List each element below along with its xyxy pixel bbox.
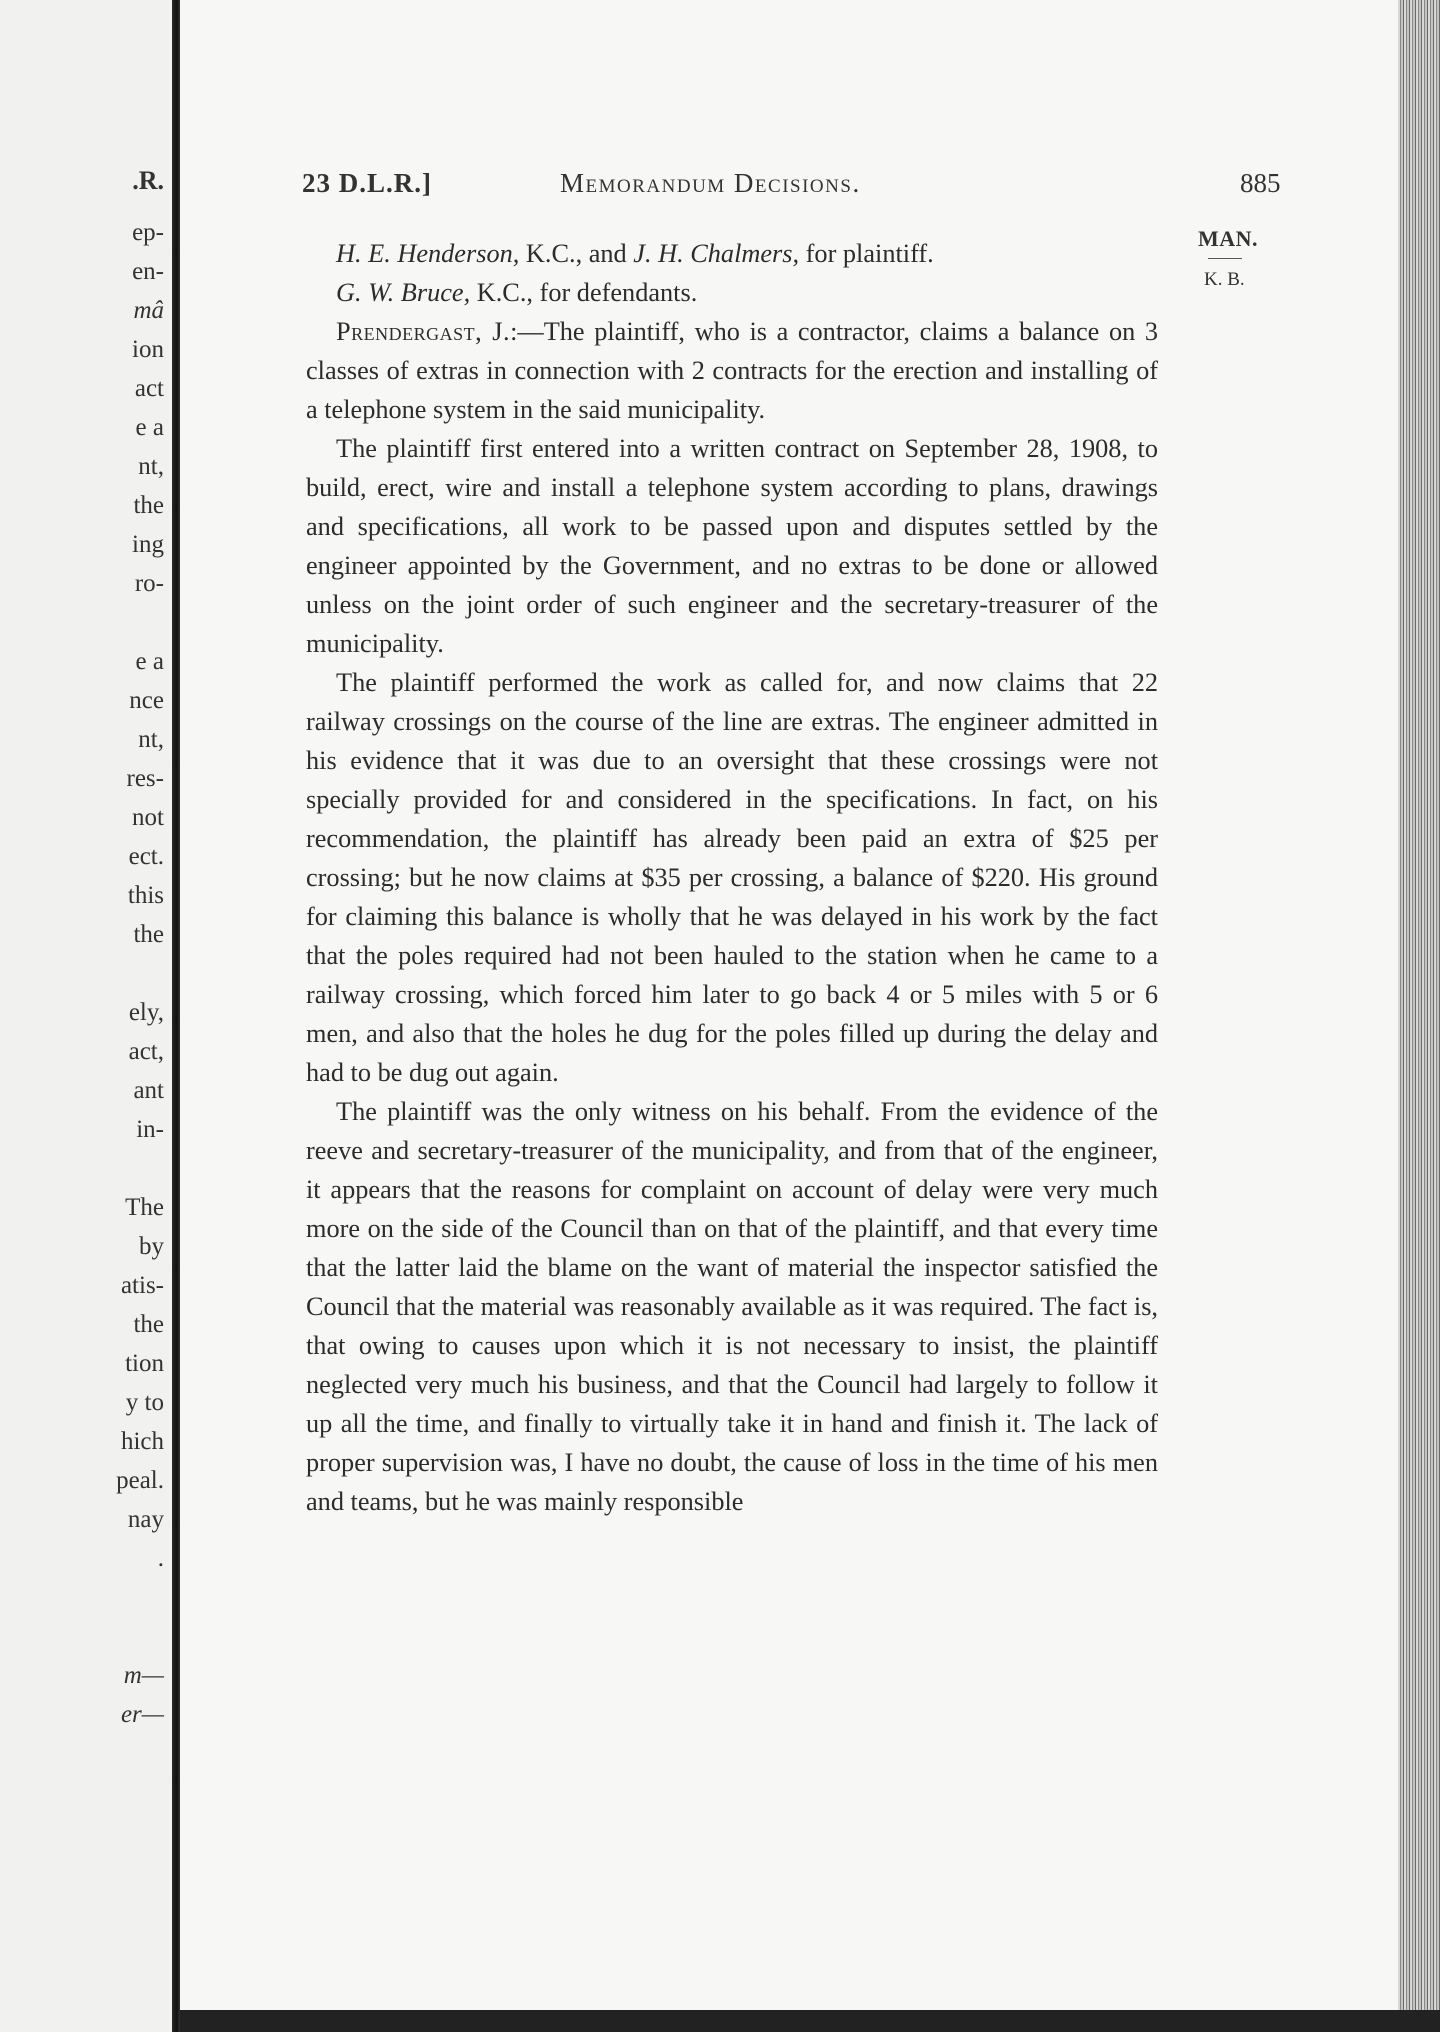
margin-note: [1198, 226, 1298, 291]
left-fragment-line: act: [134, 375, 164, 402]
left-fragment-line: e a: [135, 414, 164, 441]
judgment-body: [306, 234, 1158, 1521]
left-fragment-line: res-: [126, 765, 164, 792]
counsel-defendants: [306, 273, 1158, 312]
left-fragment-line: ely,: [128, 999, 164, 1026]
counsel-name: G. W. Bruce,: [336, 278, 471, 307]
paragraph-text: The plaintiff first entered into a written contract on September 28, 1908, to build, erect, wire and install a telephone system according to plans, drawings and specifications, all work to be passed upon and disputes settled by the engineer appointed by the Government, and no extras to be done or allowed unless on the joint order of such engineer and the secretary-treasurer of the municipality.: [306, 434, 1158, 658]
left-fragment-line: the: [133, 921, 164, 948]
left-fragment-line: mâ: [133, 297, 164, 324]
left-fragment-line: ep-: [132, 219, 164, 246]
left-fragment-line: peal.: [116, 1467, 164, 1494]
bottom-shadow: [180, 2010, 1440, 2032]
left-page-edge: [0, 0, 172, 2032]
left-fragment-line: not: [132, 804, 164, 831]
left-fragment-line: ect.: [128, 843, 164, 870]
left-fragment-line: The: [125, 1194, 164, 1221]
left-fragment-line: ing: [132, 531, 164, 558]
paragraph-text: :—The plaintiff, who is a contractor, claims a balance on 3 classes of extras in connection with 2 contracts for the erection and installing of a telephone system in the said municipality.: [306, 317, 1158, 424]
left-fragment-line: atis-: [120, 1272, 164, 1299]
counsel-title: K.C., for defendants.: [470, 278, 698, 307]
left-fragment-line: [0, 1150, 164, 1189]
left-fragment-line: hich: [120, 1428, 164, 1455]
left-fragment-line: the: [133, 1311, 164, 1338]
left-fragment-line: y to: [125, 1389, 164, 1416]
paragraph: [306, 429, 1158, 663]
left-fragment-line: [0, 1618, 164, 1657]
left-fragment-line: nce: [129, 687, 164, 714]
counsel-name: H. E. Henderson,: [336, 239, 520, 268]
left-fragment-line: by: [139, 1233, 164, 1260]
left-fragment-line: m—: [123, 1662, 164, 1689]
left-fragment-line: er—: [120, 1701, 164, 1728]
left-fragment-line: this: [127, 882, 164, 909]
left-page-head-fragment: .R.: [132, 166, 164, 195]
paragraph: [306, 1092, 1158, 1521]
left-fragment-line: nay: [127, 1506, 164, 1533]
left-fragment-line: nt,: [138, 726, 164, 753]
counsel-title: K.C., and: [519, 239, 634, 268]
paragraph: [306, 663, 1158, 1092]
page-number: 885: [1240, 168, 1281, 198]
paragraph-text: The plaintiff was the only witness on his behalf. From the evidence of the reeve and secretary-treasurer of the municipality, and from that of the engineer, it appears that the reasons for complaint on account of delay were very much more on the side of the Council than on that of the plaintiff, and that every time that the latter laid the blame on the want of material the inspector satisfied the Council that the material was reasonably available as it was required. The fact is, that owing to causes upon which it is not necessary to insist, the plaintiff neglected very much his business, and that the Council had largely to follow it up all the time, and finally to virtually take it in hand and finish it. The lack of proper supervision was, I have no doubt, the cause of loss in the time of his men and teams, but he was mainly responsible: [306, 1097, 1158, 1516]
counsel-role: for plaintiff.: [799, 239, 934, 268]
counsel-plaintiff: [306, 234, 1158, 273]
judge-name: Prendergast, J.: [336, 317, 511, 346]
running-title: Memorandum Decisions.: [560, 168, 861, 198]
left-fragment-line: ion: [132, 336, 164, 363]
left-fragment-line: e a: [135, 648, 164, 675]
left-fragment-line: nt,: [138, 453, 164, 480]
left-fragment-line: act,: [128, 1038, 164, 1065]
paragraph: [306, 312, 1158, 429]
running-header: [302, 168, 1302, 208]
left-fragment-line: en-: [132, 258, 164, 285]
left-fragment-line: in-: [136, 1116, 164, 1143]
left-fragment-line: ant: [133, 1077, 164, 1104]
left-fragment-line: tion: [125, 1350, 164, 1377]
left-fragment-line: ro-: [134, 570, 164, 597]
page-stack-edge: [1398, 0, 1440, 2032]
counsel-name: J. H. Chalmers,: [633, 239, 800, 268]
book-gutter: [172, 0, 180, 2032]
margin-rule: [1208, 258, 1242, 259]
left-fragment-line: the: [133, 492, 164, 519]
volume-reference: 23 D.L.R.]: [302, 168, 432, 198]
left-fragment-line: [0, 955, 164, 994]
paragraph-text: The plaintiff performed the work as called for, and now claims that 22 railway crossings on the course of the line are extras. The engineer admitted in his evidence that it was due to an oversight that these crossings were not specially provided for and considered in the specifications. In fact, on his recommendation, the plaintiff has already been paid an extra of $25 per crossing; but he now claims at $35 per crossing, a balance of $220. His ground for claiming this balance is wholly that he was delayed in his work by the fact that the poles required had not been hauled to the station when he came to a railway crossing, which forced him later to go back 4 or 5 miles with 5 or 6 men, and also that the holes he dug for the poles filled up during the delay and had to be dug out again.: [306, 668, 1158, 1087]
jurisdiction-label: MAN.: [1198, 226, 1259, 251]
left-page-text-fragments: [0, 214, 172, 1735]
left-fragment-line: [0, 604, 164, 643]
left-fragment-line: .: [157, 1545, 164, 1572]
court-label: K. B.: [1204, 269, 1245, 290]
left-fragment-line: [0, 1579, 164, 1618]
